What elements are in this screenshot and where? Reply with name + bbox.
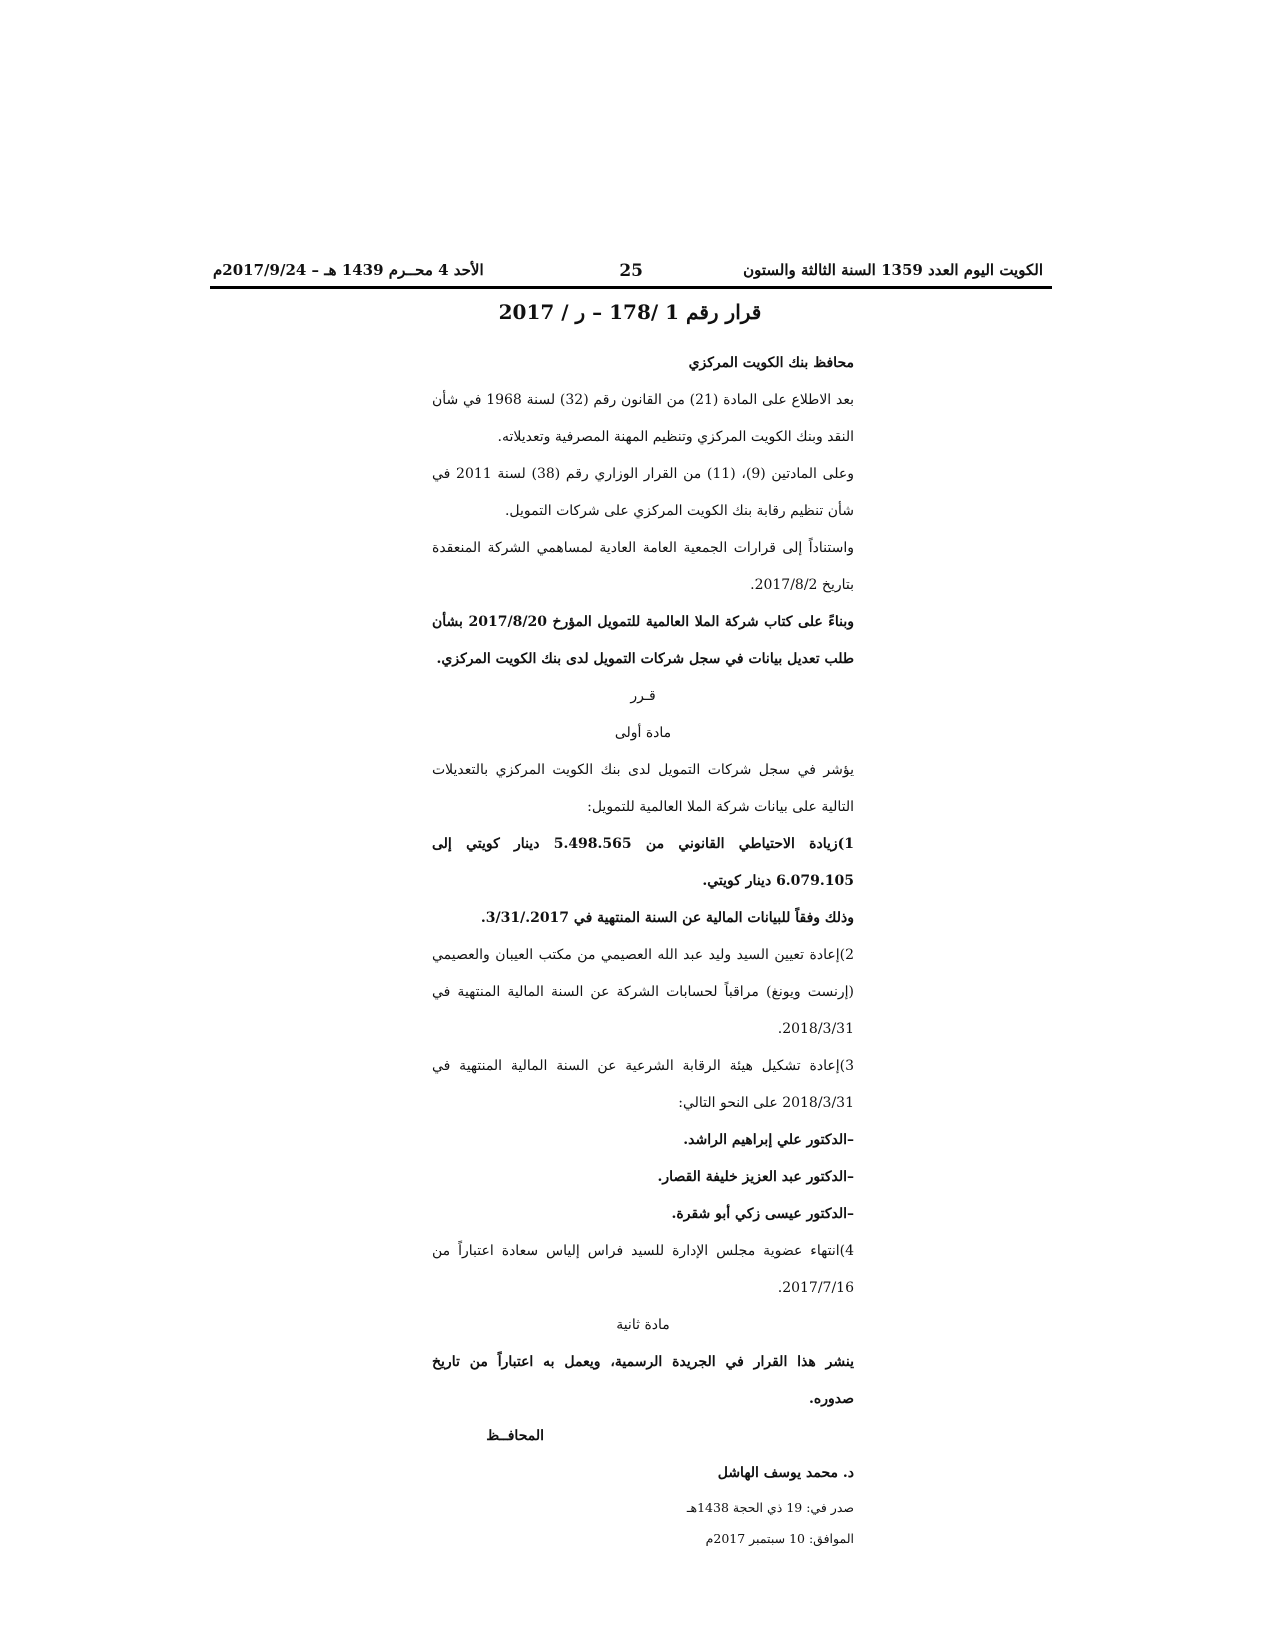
member-3: –الدكتور عيسى زكي أبو شقرة. [671, 1206, 854, 1222]
item-2: 2)إعادة تعيين السيد وليد عبد الله العصيمي من مكتب العيبان والعصيمي (إرنست ويونغ) مراقباً لحسابات الشركة عن السنة المالية المنتهية في 2018/3/31. [432, 947, 854, 1037]
item-3: 3)إعادة تشكيل هيئة الرقابة الشرعية عن السنة المالية المنتهية في 2018/3/31 على النحو التالي: [432, 1058, 854, 1111]
signatory-title: المحافــظ [486, 1428, 544, 1444]
header-issue-info: الكويت اليوم العدد 1359 السنة الثالثة والستون [743, 261, 1043, 279]
member-1: –الدكتور علي إبراهيم الراشد. [683, 1132, 854, 1148]
header-rule [210, 286, 1052, 289]
paragraph-3: واستناداً إلى قرارات الجمعية العامة العادية لمساهمي الشركة المنعقدة بتاريخ 2017/8/2. [432, 540, 854, 593]
header-date: الأحد 4 محــرم 1439 هـ – 2017/9/24م [213, 261, 484, 279]
issuer: محافظ بنك الكويت المركزي [688, 355, 854, 371]
corresponding-date: الموافق: 10 سبتمبر 2017م [705, 1531, 854, 1546]
member-2: –الدكتور عبد العزيز خليفة القصار. [657, 1169, 854, 1185]
decided-heading: قـرر [630, 688, 656, 704]
item-1: 1)زيادة الاحتياطي القانوني من 5.498.565 دينار كويتي إلى 6.079.105 دينار كويتي. [432, 836, 854, 889]
page-header [213, 258, 1043, 284]
item-1-note: وذلك وفقاً للبيانات المالية عن السنة المنتهية في 2017./3/31. [480, 910, 854, 926]
paragraph-2: وعلى المادتين (9)، (11) من القرار الوزاري رقم (38) لسنة 2011 في شأن تنظيم رقابة بنك الكويت المركزي على شركات التمويل. [432, 466, 854, 519]
signatory-name: د. محمد يوسف الهاشل [717, 1465, 854, 1481]
decision-title: قرار رقم 1 /178 – ر / 2017 [498, 300, 762, 324]
page-number: 25 [619, 261, 643, 281]
paragraph-4: وبناءً على كتاب شركة الملا العالمية للتمويل المؤرخ 2017/8/20 بشأن طلب تعديل بيانات في سجل شركات التمويل لدى بنك الكويت المركزي. [432, 614, 854, 667]
item-4: 4)انتهاء عضوية مجلس الإدارة للسيد فراس إلياس سعادة اعتباراً من 2017/7/16. [432, 1243, 854, 1296]
paragraph-5: يؤشر في سجل شركات التمويل لدى بنك الكويت المركزي بالتعديلات التالية على بيانات شركة الملا العالمية للتمويل: [432, 762, 854, 815]
paragraph-1: بعد الاطلاع على المادة (21) من القانون رقم (32) لسنة 1968 في شأن النقد وبنك الكويت المركزي وتنظيم المهنة المصرفية وتعديلاته. [432, 392, 854, 445]
article-1-heading: مادة أولى [614, 725, 672, 741]
document-body [432, 345, 854, 1554]
paragraph-6: ينشر هذا القرار في الجريدة الرسمية، ويعمل به اعتباراً من تاريخ صدوره. [432, 1354, 854, 1407]
issue-date: صدر في: 19 ذي الحجة 1438هـ [686, 1500, 854, 1515]
article-2-heading: مادة ثانية [616, 1317, 670, 1333]
